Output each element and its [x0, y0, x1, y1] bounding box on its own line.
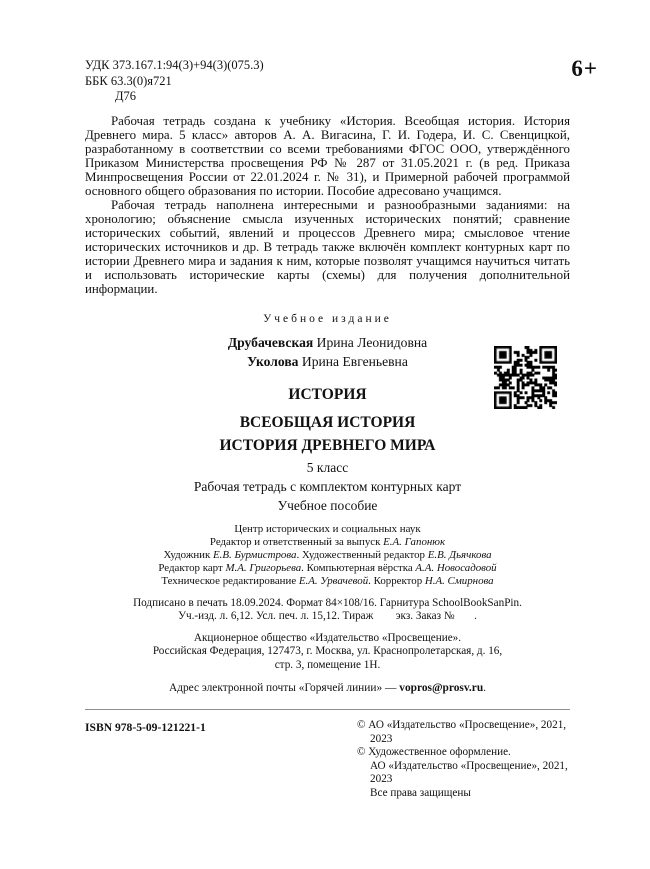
footer-row [85, 719, 570, 800]
print-info-line-1: Подписано в печать 18.09.2024. Формат 84×108/16. Гарнитура SchoolBookSanPin. [133, 596, 522, 609]
publishing-center-name: Центр исторических и социальных наук [234, 522, 421, 535]
print-info-line-2: Уч.-изд. л. 6,12. Усл. печ. л. 15,12. Тираж экз. Заказ № . [178, 610, 477, 622]
copyright-line-2: © Художественное оформление. [357, 746, 511, 758]
book-subtitle: Рабочая тетрадь с комплектом контурных карт [193, 478, 462, 494]
qr-code [494, 346, 557, 409]
credit-line-maps: Редактор карт М.А. Григорьева. Компьютерная вёрстка А.А. Новосадовой [158, 561, 497, 574]
isbn: ISBN 978-5-09-121221-1 [85, 721, 206, 734]
credit-line-technical: Техническое редактирование Е.А. Урвачевой. Корректор Н.А. Смирнова [161, 574, 494, 587]
bbk-line: ББК 63.3(0)я721 [85, 73, 172, 88]
annotation-block [85, 114, 570, 296]
copyright-line-3: АО «Издательство «Просвещение», 2021, 2023 [370, 759, 568, 785]
edition-label: Учебное издание [263, 312, 392, 325]
annotation-paragraph-1: Рабочая тетрадь создана к учебнику «История. Всеобщая история. История Древнего мира. 5 класс» авторов А. А. Вигасина, Г. И. Годера, И. С. Свенцицкой, разработанному в соответствии со всеми требованиями ФГОС ООО, утверждённого Приказом Министерства просвещения РФ № 287 от 31.05.2021 г. (в ред. Приказа Минпросвещения России от 22.01.2024 г. № 31), и Примерной рабочей программой основного общего образования по истории. Пособие адресовано учащимся. [85, 113, 570, 198]
copyright-line-4: Все права защищены [370, 786, 471, 799]
edition-type: Учебное пособие [277, 497, 378, 513]
footer-divider [85, 709, 570, 710]
udk-line: УДК 373.167.1:94(3)+94(3)(075.3) [85, 58, 264, 72]
print-info-block [85, 597, 570, 624]
hotline-email-line: Адрес электронной почты «Горячей линии» — vopros@prosv.ru. [168, 682, 487, 694]
credits-block [85, 523, 570, 588]
book-title-ancient-world: ИСТОРИЯ ДРЕВНЕГО МИРА [219, 436, 436, 454]
publisher-name: Акционерное общество «Издательство «Просвещение». [193, 631, 462, 644]
book-title-world-history: ВСЕОБЩАЯ ИСТОРИЯ [239, 413, 416, 431]
age-restriction-badge: 6+ [571, 56, 598, 81]
udk-block [85, 58, 570, 105]
author-name-2: Уколова Ирина Евгеньевна [247, 353, 408, 369]
author-sign-code: Д76 [115, 89, 137, 103]
publisher-address-1: Российская Федерация, 127473, г. Москва, ул. Краснопролетарская, д. 16, [152, 645, 503, 657]
credit-line-editor: Редактор и ответственный за выпуск Е.А. Гапонюк [209, 535, 446, 548]
publisher-address-2: стр. 3, помещение 1Н. [274, 658, 381, 671]
grade-label: 5 класс [306, 459, 349, 475]
publisher-block [85, 632, 570, 673]
book-title-history: ИСТОРИЯ [288, 385, 367, 403]
annotation-paragraph-2: Рабочая тетрадь наполнена интересными и разнообразными заданиями: на хронологию; объяснение смысла изученных исторических понятий; сравнение исторических событий, явлений и процессов Древнего мира; смысловое чтение исторических источников и др. В тетрадь также включён комплект контурных карт по истории Древнего мира и задания к ним, которые позволят учащимся научиться читать и использовать исторические карты (схемы) для получения дополнительной информации. [85, 197, 570, 296]
copyright-block [357, 719, 570, 800]
author-name-1: Друбачевская Ирина Леонидовна [227, 334, 428, 350]
copyright-line-1: © АО «Издательство «Просвещение», 2021, 2023 [357, 719, 567, 745]
credit-line-artist: Художник Е.В. Бурмистрова. Художественный редактор Е.В. Дьячкова [163, 548, 492, 561]
